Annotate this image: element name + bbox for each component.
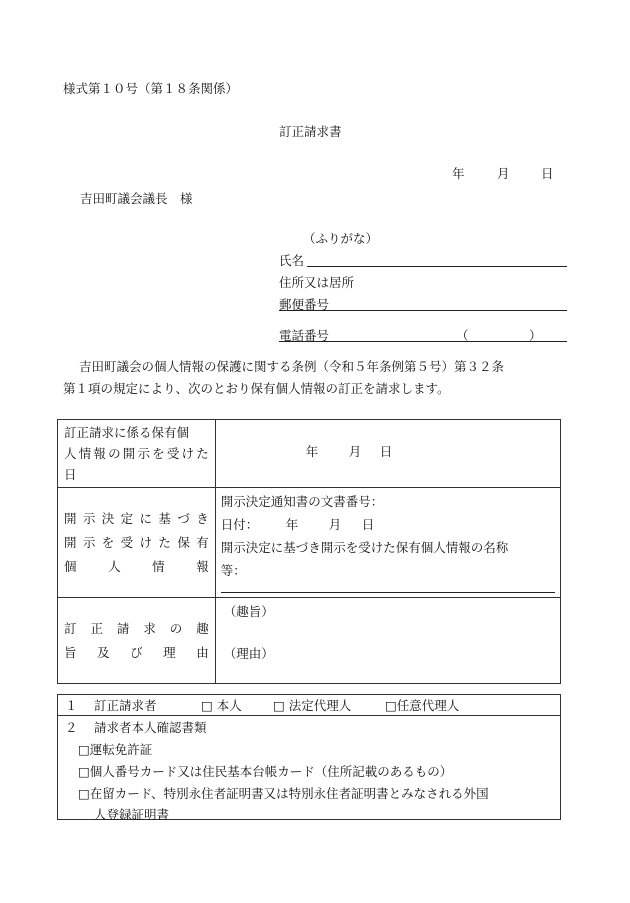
checkbox-legal-agent[interactable]: □ 法定代理人: [273, 698, 352, 713]
phone-label: 電話番号: [279, 328, 330, 343]
postal-line[interactable]: [279, 310, 567, 311]
requester-table: [57, 694, 561, 820]
phone-paren-close: ）: [529, 328, 542, 343]
table-row: [58, 716, 561, 820]
furigana-label: （ふりがな）: [303, 231, 379, 246]
table-row: [58, 420, 561, 488]
disclosed-info-label-2: 開示を受けた保有: [64, 534, 209, 550]
body-text-line2: 第１項の規定により、次のとおり保有個人情報の訂正を請求します。: [63, 381, 450, 396]
id-documents-cell: [58, 716, 561, 820]
disclosure-date-label-3: 日: [64, 467, 77, 482]
postal-label: 郵便番号: [279, 297, 330, 312]
addressee: 吉田町議会議長 様: [80, 191, 193, 206]
checkbox-self[interactable]: □ 本人: [201, 698, 242, 713]
disclosed-info-label-1: 開示決定に基づき: [64, 510, 209, 526]
purpose-label-2: 旨及び理由: [64, 644, 209, 660]
info-name-line: [221, 592, 555, 593]
purpose-label-cell: [58, 598, 216, 684]
disclosure-year: 年: [305, 444, 319, 459]
disclosed-info-label-3: 個人情報: [64, 558, 209, 574]
notice-day: 日: [361, 517, 375, 532]
checkbox-drivers-license[interactable]: □運転免許証: [78, 742, 153, 757]
table-row: [58, 695, 561, 716]
disclosure-date-label-1: 訂正請求に係る保有個: [64, 425, 190, 440]
form-number: 様式第１０号（第１８条関係）: [63, 81, 239, 96]
notice-year: 年: [285, 517, 299, 532]
date-day: 日: [541, 166, 554, 181]
checkbox-voluntary-agent[interactable]: □任意代理人: [385, 698, 460, 713]
disclosure-date-label-2: 人情報の開示を受けた: [64, 446, 209, 461]
requester-type-cell: [58, 695, 561, 716]
table-row: [58, 488, 561, 598]
info-name-label-1: 開示決定に基づき開示を受けた保有個人情報の名称: [220, 540, 509, 555]
disclosed-info-label-cell: [58, 488, 216, 598]
info-name-label-2: 等：: [220, 563, 246, 578]
purpose-label-1: 訂正請求の趣: [64, 620, 209, 636]
correction-detail-table: [57, 419, 561, 684]
requester-label: 訂正請求者: [94, 698, 157, 713]
residence-card-cont: 人登録証明書: [94, 807, 170, 822]
checkbox-residence-card[interactable]: □在留カード、特別永住者証明書又は特別永住者証明書とみなされる外国: [78, 786, 489, 801]
address-label: 住所又は居所: [279, 275, 355, 290]
name-line[interactable]: [307, 266, 567, 267]
disclosure-month: 月: [348, 444, 362, 459]
notice-date-label: 日付：: [220, 517, 259, 532]
page-title: 訂正請求書: [279, 124, 342, 139]
date-year: 年: [452, 166, 465, 181]
table-row: [58, 598, 561, 684]
checkbox-mynumber-card[interactable]: □個人番号カード又は住民基本台帳カード（住所記載のあるもの）: [78, 764, 453, 779]
purpose-value-cell[interactable]: [215, 598, 560, 684]
phone-line[interactable]: [279, 341, 567, 342]
phone-paren-open: （: [456, 328, 469, 343]
reason-heading: （理由）: [223, 646, 274, 661]
disclosure-date-value-cell[interactable]: [215, 420, 560, 488]
id-docs-num: ２: [65, 720, 78, 735]
requester-num: １: [65, 698, 78, 713]
date-month: 月: [497, 166, 510, 181]
name-label: 氏名: [279, 253, 305, 268]
notice-number-label: 開示決定通知書の文書番号：: [220, 494, 384, 509]
body-text-line1: 吉田町議会の個人情報の保護に関する条例（令和５年条例第５号）第３２条: [79, 359, 505, 374]
purpose-heading: （趣旨）: [223, 604, 274, 619]
disclosure-day: 日: [379, 444, 393, 459]
notice-month: 月: [328, 517, 342, 532]
id-docs-label: 請求者本人確認書類: [94, 720, 207, 735]
disclosed-info-value-cell[interactable]: [215, 488, 560, 598]
disclosure-date-label-cell: [58, 420, 216, 488]
